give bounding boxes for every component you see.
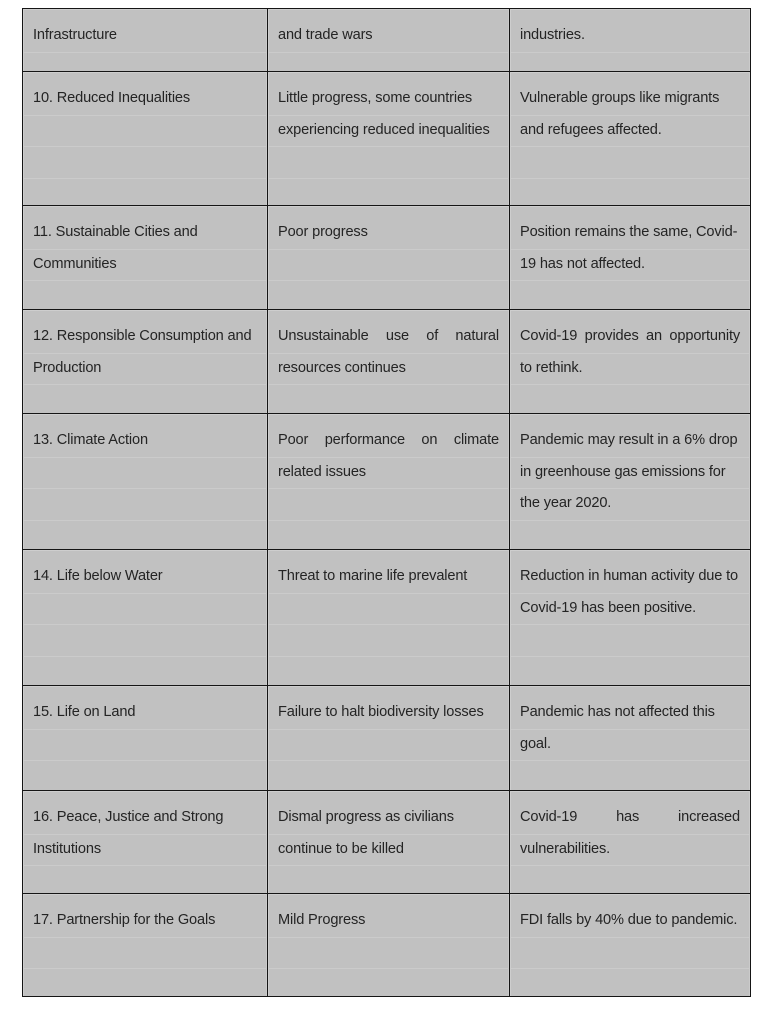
table-cell-progress xyxy=(268,310,510,414)
covid-impact-text: Pandemic may result in a 6% drop in greenhouse gas emissions for the year 2020. xyxy=(520,432,742,511)
covid-impact-text: Reduction in human activity due to Covid-19 has been positive. xyxy=(520,568,742,616)
table-cell-progress xyxy=(268,414,510,550)
table-cell-goal xyxy=(23,9,268,72)
progress-text: Threat to marine life prevalent xyxy=(278,568,468,584)
progress-text: Poor performance on climate related issues xyxy=(278,432,503,480)
table-body xyxy=(23,9,751,997)
covid-impact-text: Pandemic has not affected this goal. xyxy=(520,704,719,752)
covid-impact-text: FDI falls by 40% due to pandemic. xyxy=(520,912,738,928)
table-cell-covid-impact xyxy=(510,791,751,894)
goal-text: 14. Life below Water xyxy=(33,568,163,584)
table-cell-covid-impact xyxy=(510,206,751,310)
table-cell-progress xyxy=(268,550,510,686)
table-cell-progress xyxy=(268,686,510,791)
table-cell-progress xyxy=(268,894,510,997)
table-cell-progress xyxy=(268,72,510,206)
goal-text: 15. Life on Land xyxy=(33,704,136,720)
table-row xyxy=(23,206,751,310)
table-cell-covid-impact xyxy=(510,72,751,206)
table-cell-covid-impact xyxy=(510,686,751,791)
covid-impact-text: Vulnerable groups like migrants and refugees affected. xyxy=(520,90,724,138)
table-cell-goal xyxy=(23,550,268,686)
progress-text: and trade wars xyxy=(278,27,373,43)
goal-text: 16. Peace, Justice and Strong Institutions xyxy=(33,809,228,857)
progress-text: Poor progress xyxy=(278,224,368,240)
table-cell-goal xyxy=(23,791,268,894)
goal-text: 17. Partnership for the Goals xyxy=(33,912,216,928)
goal-text: Infrastructure xyxy=(33,27,117,43)
progress-text: Dismal progress as civilians continue to be killed xyxy=(278,809,458,857)
table-row xyxy=(23,686,751,791)
table-cell-goal xyxy=(23,206,268,310)
table-cell-covid-impact xyxy=(510,414,751,550)
covid-impact-text: Position remains the same, Covid-19 has not affected. xyxy=(520,224,738,272)
progress-text: Unsustainable use of natural resources continues xyxy=(278,328,503,376)
table-cell-goal xyxy=(23,686,268,791)
table-cell-covid-impact xyxy=(510,894,751,997)
goal-text: 10. Reduced Inequalities xyxy=(33,90,191,106)
table-cell-covid-impact xyxy=(510,9,751,72)
table-row xyxy=(23,550,751,686)
progress-text: Little progress, some countries experiencing reduced inequalities xyxy=(278,90,490,138)
table-row xyxy=(23,310,751,414)
table-cell-goal xyxy=(23,310,268,414)
goal-text: 12. Responsible Consumption and Production xyxy=(33,328,256,376)
table-cell-goal xyxy=(23,72,268,206)
progress-text: Failure to halt biodiversity losses xyxy=(278,704,484,720)
goal-text: 13. Climate Action xyxy=(33,432,148,448)
covid-impact-text: industries. xyxy=(520,27,585,43)
progress-text: Mild Progress xyxy=(278,912,366,928)
covid-impact-text: Covid-19 has increased vulnerabilities. xyxy=(520,809,744,857)
table-row xyxy=(23,791,751,894)
table-row xyxy=(23,414,751,550)
table-row xyxy=(23,9,751,72)
table-row xyxy=(23,72,751,206)
sdg-progress-table xyxy=(22,8,751,997)
table-cell-progress xyxy=(268,206,510,310)
table-cell-goal xyxy=(23,414,268,550)
table-row xyxy=(23,894,751,997)
table-cell-progress xyxy=(268,791,510,894)
table-cell-covid-impact xyxy=(510,310,751,414)
covid-impact-text: Covid-19 provides an opportunity to rethink. xyxy=(520,328,744,376)
table-cell-progress xyxy=(268,9,510,72)
table-cell-covid-impact xyxy=(510,550,751,686)
goal-text: 11. Sustainable Cities and Communities xyxy=(33,224,202,272)
table-cell-goal xyxy=(23,894,268,997)
